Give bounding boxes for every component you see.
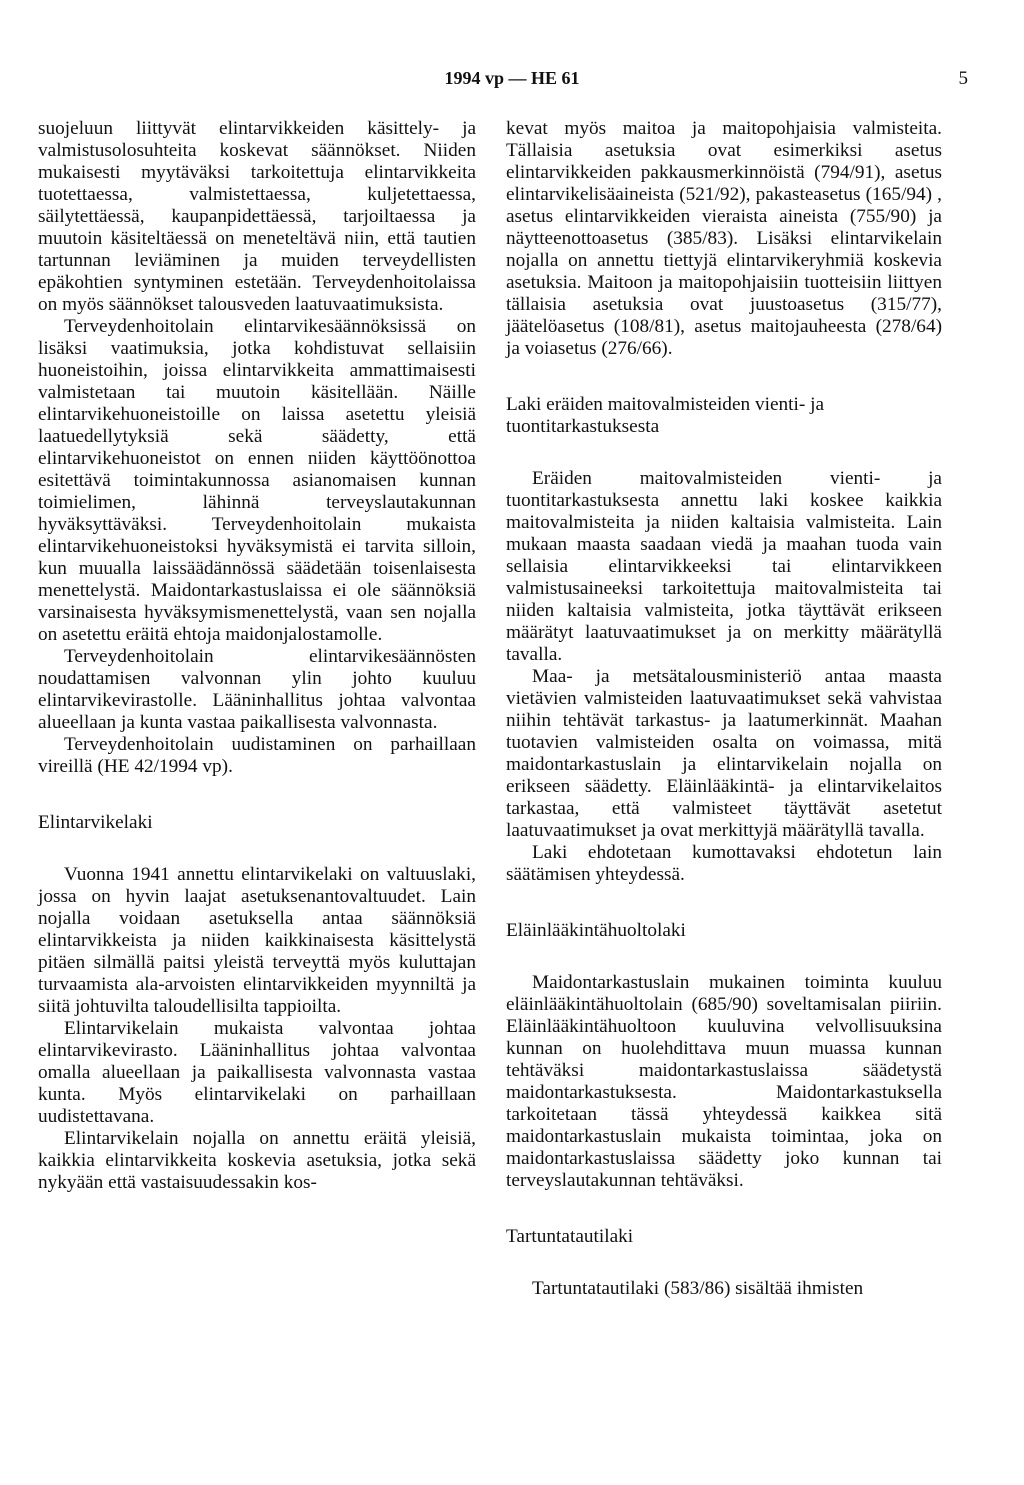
- section-heading: Elintarvikelaki: [38, 812, 153, 833]
- paragraph: Elintarvikelain mukaista valvontaa johtaa elintarvikevirasto. Lääninhallitus johtaa valvontaa omalla alueellaan ja paikallisesta valvonnasta vastaa kunta. Myös elintarvikelaki on parhaillaan uudistettavana.: [38, 1018, 476, 1127]
- paragraph: kevat myös maitoa ja maitopohjaisia valmisteita. Tällaisia asetuksia ovat esimerkiksi asetus elintarvikkeiden pakkausmerkinnöistä (794/91), asetus elintarvikelisäaineista (521/92), pakasteasetus (165/94) , asetus elintarvikkeiden vieraista aineista (755/90) ja näytteenottoasetus (385/83). Lisäksi elintarvikelain nojalla on annettu tiettyjä elintarvikeryhmiä koskevia asetuksia. Maitoon ja maitopohjaisiin tuotteisiin liittyen tällaisia asetuksia ovat juustoasetus (315/77), jäätelöasetus (108/81), asetus maitojauheesta (278/64) ja voiasetus (276/66).: [506, 118, 942, 359]
- right-column: [506, 118, 942, 1300]
- paragraph: Terveydenhoitolain elintarvikesäännösten noudattamisen valvonnan ylin johto kuuluu elintarvikevirastolle. Lääninhallitus johtaa valvontaa alueellaan ja kunta vastaa paikallisesta valvonnasta.: [38, 646, 476, 733]
- paragraph: Maidontarkastuslain mukainen toiminta kuuluu eläinlääkintähuoltolain (685/90) soveltamisalan piiriin. Eläinlääkintähuoltoon kuuluvina velvollisuuksina kunnan on huolehdittava muun muassa kunnan tehtäväksi maidontarkastuslaissa säädetystä maidontarkastuksesta. Maidontarkastuksella tarkoitetaan tässä yhteydessä kaikkea sitä maidontarkastuslain mukaista toimintaa, joka on maidontarkastuslaissa säädetty joko kunnan tai terveyslautakunnan tehtäväksi.: [506, 972, 942, 1191]
- section-heading: Eläinlääkintähuoltolaki: [506, 920, 686, 941]
- page-number: 5: [958, 68, 968, 89]
- paragraph: Terveydenhoitolain elintarvikesäännöksissä on lisäksi vaatimuksia, jotka kohdistuvat sellaisiin huoneistoihin, joissa elintarvikkeita ammattimaisesti valmistetaan tai muutoin käsitellään. Näille elintarvikehuoneistoille on laissa asetettu yleisiä laatuedellytyksiä sekä säädetty, että elintarvikehuoneistot on ennen niiden käyttöönottoa esitettävä toimintakunnossa asianomaisen kunnan toimielimen, lähinnä terveyslautakunnan hyväksyttäväksi. Terveydenhoitolain mukaista elintarvikehuoneistoksi hyväksymistä ei tarvita silloin, kun muualla laissäädännössä säädetään toisenlaisesta menettelystä. Maidontarkastuslaissa ei ole säännöksiä varsinaisesta hyväksymismenettelystä, vaan sen nojalla on asetettu eräitä ehtoja maidonjalostamolle.: [38, 316, 476, 645]
- paragraph: Maa- ja metsätalousministeriö antaa maasta vietävien valmisteiden laatuvaatimukset sekä vahvistaa niihin tehtävät tarkastus- ja laatumerkinnät. Maahan tuotavien valmisteiden osalta on voimassa, mitä maidontarkastuslain ja elintarvikelain nojalla on erikseen säädetty. Eläinlääkintä- ja elintarvikelaitos tarkastaa, että valmisteet täyttävät asetetut laatuvaatimukset ja ovat merkittyjä määrätyllä tavalla.: [506, 666, 942, 841]
- paragraph: Elintarvikelain nojalla on annettu eräitä yleisiä, kaikkia elintarvikkeita koskevia asetuksia, jotka sekä nykyään että vastaisuudessakin kos-: [38, 1128, 476, 1193]
- left-column: [38, 118, 476, 1194]
- paragraph: Eräiden maitovalmisteiden vienti- ja tuontitarkastuksesta annettu laki koskee kaikkia maitovalmisteita ja niiden kaltaisia valmisteita. Lain mukaan maasta saadaan viedä ja maahan tuoda vain sellaisia elintarvikkeeksi tai elintarvikkeen valmistusaineeksi tarkoitettuja maitovalmisteita tai niiden kaltaisia valmisteita, jotka täyttävät erikseen määrätyt laatuvaatimukset ja on merkitty määrätyllä tavalla.: [506, 468, 942, 665]
- paragraph: Terveydenhoitolain uudistaminen on parhaillaan vireillä (HE 42/1994 vp).: [38, 734, 476, 777]
- section-heading: Tartuntatautilaki: [506, 1226, 634, 1247]
- paragraph: Vuonna 1941 annettu elintarvikelaki on valtuuslaki, jossa on hyvin laajat asetuksenantovaltuudet. Lain nojalla voidaan asetuksella antaa säännöksiä elintarvikkeista ja niiden kaikkinaisesta käsittelystä pitäen silmällä paitsi yleistä terveyttä myös kuluttajan turvaamista ala-arvoisten elintarvikkeiden myynniltä ja siitä johtuvilta taloudellisilta tappioilta.: [38, 864, 476, 1017]
- paragraph: Laki ehdotetaan kumottavaksi ehdotetun lain säätämisen yhteydessä.: [506, 842, 942, 885]
- running-title: 1994 vp — HE 61: [444, 68, 580, 88]
- paragraph: Tartuntatautilaki (583/86) sisältää ihmisten: [532, 1278, 864, 1299]
- page-header: [0, 68, 1024, 92]
- paragraph: suojeluun liittyvät elintarvikkeiden käsittely- ja valmistusolosuhteita koskevat säännökset. Niiden mukaisesti myytäväksi tarkoitettuja elintarvikkeita tuotettaessa, valmistettaessa, kuljetettaessa, säilytettäessä, kaupanpidettäessä, tarjoiltaessa ja muutoin käsiteltäessä on meneteltävä niin, että tautien tartunnan leviäminen ja muiden terveydellisten epäkohtien syntyminen estetään. Terveydenhoitolaissa on myös säännökset talousveden laatuvaatimuksista.: [38, 118, 476, 315]
- section-heading: Laki eräiden maitovalmisteiden vienti- ja tuontitarkastuksesta: [506, 394, 825, 437]
